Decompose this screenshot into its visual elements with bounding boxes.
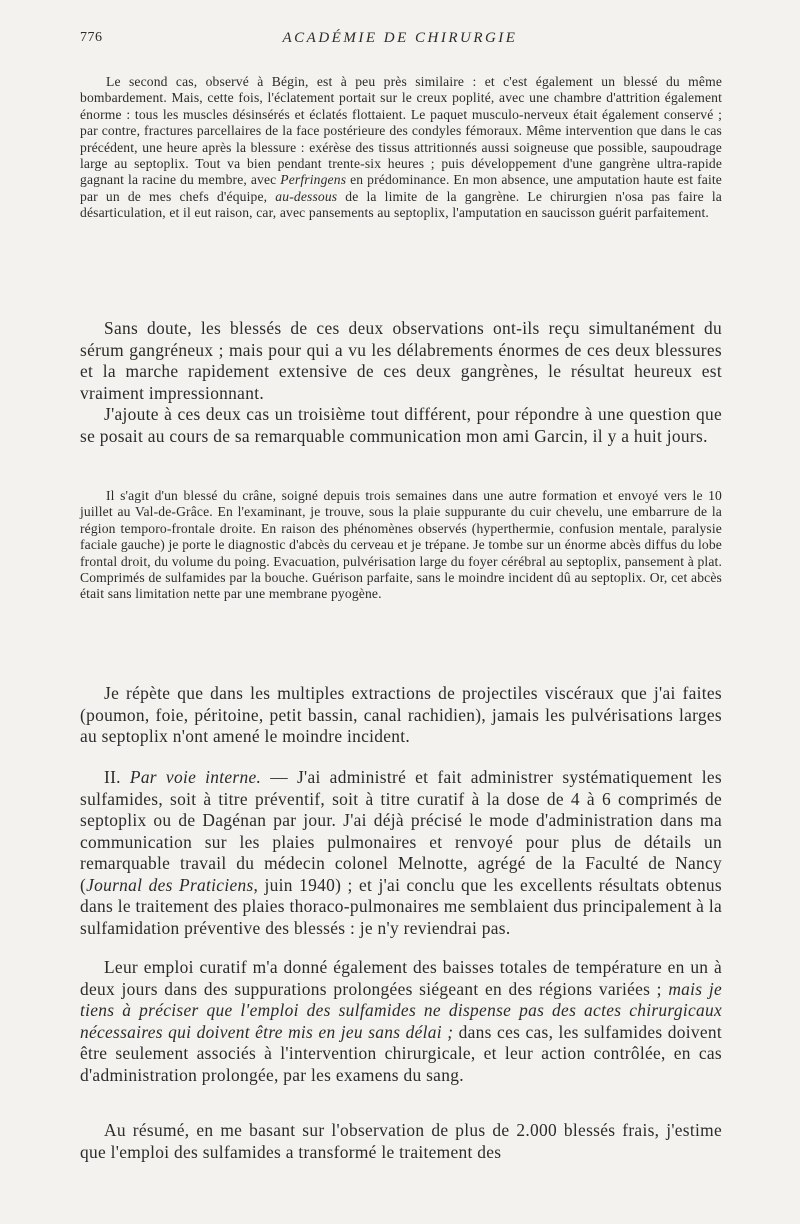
paragraph-extractions: Je répète que dans les multiples extractions de projectiles viscéraux que j'ai faites (poumon, foie, péritoine, petit bassin, canal rachidien), jamais les pulvérisations larges au septoplix n'ont amené le moindre incident. [80, 683, 722, 746]
paragraph-sans-doute: Sans doute, les blessés de ces deux observations ont-ils reçu simultanément du sérum gangréneux ; mais pour qui a vu les délabrements énormes de ces deux blessures et la marche rapidement extensive de ces deux gangrènes, le résultat heureux est vraiment impressionnant. [80, 318, 722, 403]
running-title: ACADÉMIE DE CHIRURGIE [282, 30, 518, 46]
paragraph-au-resume: Au résumé, en me basant sur l'observation de plus de 2.000 blessés frais, j'estime que l'emploi des sulfamides a transformé le traitement des [80, 1120, 722, 1162]
section-voie-interne [80, 767, 722, 939]
journal-title: Journal des Praticiens [86, 874, 254, 895]
p1-part-c: de la limite de la gangrène. Le chirurgien n'osa pas faire la désarticulation, et il eut raison, car, avec pansements au septoplix, l'amputation en saucisson guérit parfaitement. [80, 188, 722, 221]
p7-part-b: dans ces cas, les sulfamides doivent être seulement associés à l'intervention chirurgicale, et leur action contrôlée, en cas d'administration prolongée, par les examens du sang. [80, 1021, 722, 1085]
p1-part-a: Le second cas, observé à Bégin, est à peu près similaire : et c'est également un blessé du même bombardement. Mais, cette fois, l'éclatement portait sur le creux poplité, avec une chambre d'attrition également énorme : tous les muscles désinsérés et éclatés flottaient. Le paquet musculo-nerveux était également conservé ; par contre, fractures parcellaires de la face postérieure des condyles fémoraux. Même intervention que dans le cas précédent, une heure après la blessure : exérèse des tissus attritionnés aussi soigneuse que possible, saupoudrage large au septoplix. Tout va bien pendant trente-six heures ; puis développement d'une gangrène ultra-rapide gagnant la racine du membre, avec [80, 74, 722, 188]
page-header [80, 30, 720, 54]
section-heading: Par voie interne. [129, 767, 262, 787]
p6-part-b: , juin 1940) ; et j'ai conclu que les excellents résultats obtenus dans le traitement des plaies thoraco-pulmonaires me semblaient dus principalement à la sulfamidation préventive des blessés : je n'y reviendrai pas. [80, 874, 722, 938]
page-number: 776 [80, 30, 103, 45]
p6-part-a: — J'ai administré et fait administrer systématiquement les sulfamides, soit à titre préventif, soit à titre curatif à la dose de 4 à 6 comprimés de septoplix ou de Dagénan par jour. J'ai déjà précisé le mode d'administration dans ma communication sur les plaies pulmonaires et renvoyé pour plus de détails un remarquable travail du médecin colonel Melnotte, agrégé de la Faculté de Nancy ( [80, 767, 722, 895]
section-number: II. [104, 767, 130, 787]
case-paragraph-crane: Il s'agit d'un blessé du crâne, soigné depuis trois semaines dans une autre formation et envoyé vers le 10 juillet au Val-de-Grâce. En l'examinant, je trouve, sous la plaie suppurante du cuir chevelu, une embarrure de la région temporo-frontale droite. En raison des phénomènes observés (hyperthermie, confusion mentale, paralysie faciale gauche) je porte le diagnostic d'abcès du cerveau et je trépane. Je tombe sur un énorme abcès diffus du lobe frontal droit, du volume du poing. Evacuation, pulvérisation large du foyer cérébral au septoplix, pansement à plat. Comprimés de sulfamides par la bouche. Guérison parfaite, sans le moindre incident dû au septoplix. Or, cet abcès était sans limitation nette par une membrane pyogène. [80, 488, 722, 602]
p1-part-b: en prédominance. En mon absence, une amputation haute est faite par un de mes chefs d'équipe, [80, 172, 722, 204]
au-dessous-phrase: au-dessous [275, 188, 338, 204]
paragraph-emploi-curatif [80, 957, 722, 1086]
case-paragraph-second [80, 74, 722, 222]
perfringens-term: Perfringens [280, 172, 347, 188]
p7-emphasis: mais je tiens à préciser que l'emploi des sulfamides ne dispense pas des actes chirurgicaux nécessaires qui doivent être mis en jeu sans délai ; [80, 978, 723, 1042]
p7-part-a: Leur emploi curatif m'a donné également des baisses totales de température en un à deux jours dans des suppurations prolongées siégeant en des régions variées ; [80, 957, 722, 999]
paragraph-troisieme-cas: J'ajoute à ces deux cas un troisième tout différent, pour répondre à une question que se posait au cours de sa remarquable communication mon ami Garcin, il y a huit jours. [80, 404, 722, 446]
